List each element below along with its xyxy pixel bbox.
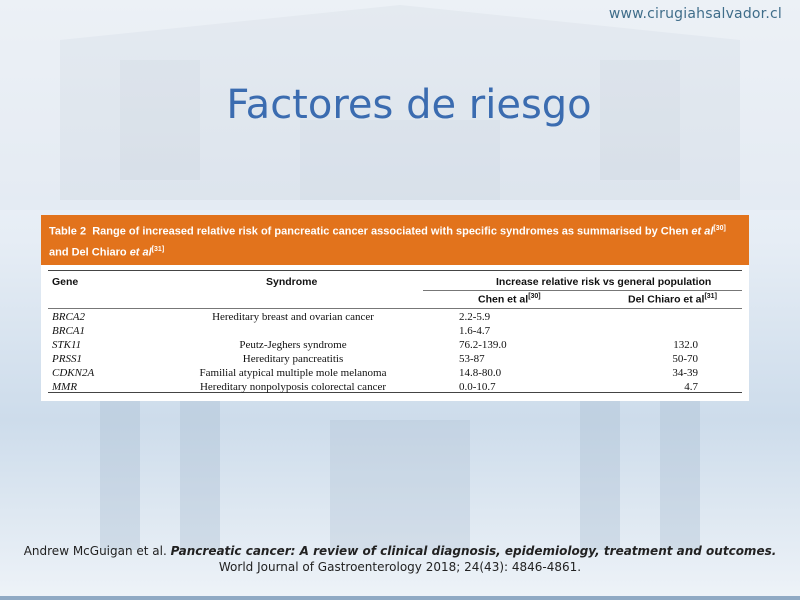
cell-syndrome: Familial atypical multiple mole melanoma: [199, 367, 387, 379]
table-caption-prefix: Table 2: [49, 225, 87, 238]
cell-del-chiaro: 4.7: [684, 381, 698, 393]
col-header-gene: Gene: [52, 276, 79, 288]
citation-journal: World Journal of Gastroenterology 2018; 24(43): 4846-4861.: [218, 560, 582, 574]
citation: [20, 543, 780, 575]
bottom-bar: [0, 596, 800, 600]
col-header-del-chiaro: [628, 293, 717, 306]
cell-chen: 0.0-10.7: [459, 381, 496, 393]
citation-title: Pancreatic cancer: A review of clinical diagnosis, epidemiology, treatment and outcomes.: [170, 544, 777, 558]
table-caption-mid: and Del Chiaro: [49, 246, 130, 259]
cell-gene: MMR: [52, 381, 78, 393]
table-row: [48, 381, 742, 395]
cell-syndrome: Hereditary nonpolyposis colorectal cancer: [199, 381, 386, 393]
table-image: [41, 215, 749, 401]
cell-syndrome: Hereditary breast and ovarian cancer: [212, 311, 374, 323]
slide-title: Factores de riesgo: [226, 82, 592, 128]
cell-del-chiaro: 50-70: [672, 353, 698, 365]
cell-syndrome: Hereditary pancreatitis: [242, 353, 344, 365]
cell-gene: BRCA2: [52, 311, 85, 323]
table-caption-ref-2: [31]: [151, 245, 165, 253]
table-caption-ref-1: [30]: [713, 225, 726, 232]
header-separator: [48, 308, 742, 309]
table-caption: [41, 215, 749, 265]
table-row: [48, 353, 742, 367]
table-row: [48, 367, 742, 381]
cell-chen: 76.2-139.0: [459, 339, 507, 351]
col-header-del-label: Del Chiaro et al: [628, 293, 705, 306]
col-header-chen-label: Chen et al: [478, 293, 529, 306]
col-header-del-ref: [31]: [704, 293, 717, 300]
table-caption-et-al-1: et al: [691, 225, 714, 238]
cell-chen: 2.2-5.9: [459, 311, 491, 323]
col-header-increase: Increase relative risk vs general population: [496, 276, 712, 288]
col-header-chen: [478, 293, 541, 306]
citation-authors: Andrew McGuigan et al.: [23, 544, 171, 558]
table-caption-text: Range of increased relative risk of pancreatic cancer associated with specific syndromes as summarised by Chen: [92, 225, 692, 238]
cell-gene: PRSS1: [52, 353, 82, 365]
header-subline: [423, 290, 742, 291]
col-header-chen-ref: [30]: [528, 293, 541, 300]
cell-gene: STK11: [52, 339, 82, 351]
website-url[interactable]: www.cirugiahsalvador.cl: [608, 6, 782, 22]
cell-chen: 14.8-80.0: [459, 367, 502, 379]
cell-del-chiaro: 132.0: [673, 339, 698, 351]
cell-del-chiaro: 34-39: [672, 367, 698, 379]
cell-chen: 1.6-4.7: [459, 325, 491, 337]
cell-gene: BRCA1: [52, 325, 85, 337]
table-row: [48, 325, 742, 339]
table-row: [48, 311, 742, 325]
cell-gene: CDKN2A: [52, 367, 95, 379]
cell-chen: 53-87: [459, 353, 485, 365]
table-row: [48, 339, 742, 353]
risk-table: [48, 270, 742, 393]
table-caption-et-al-2: et al: [129, 246, 152, 259]
col-header-syndrome: Syndrome: [266, 276, 318, 288]
cell-syndrome: Peutz-Jeghers syndrome: [239, 339, 347, 351]
